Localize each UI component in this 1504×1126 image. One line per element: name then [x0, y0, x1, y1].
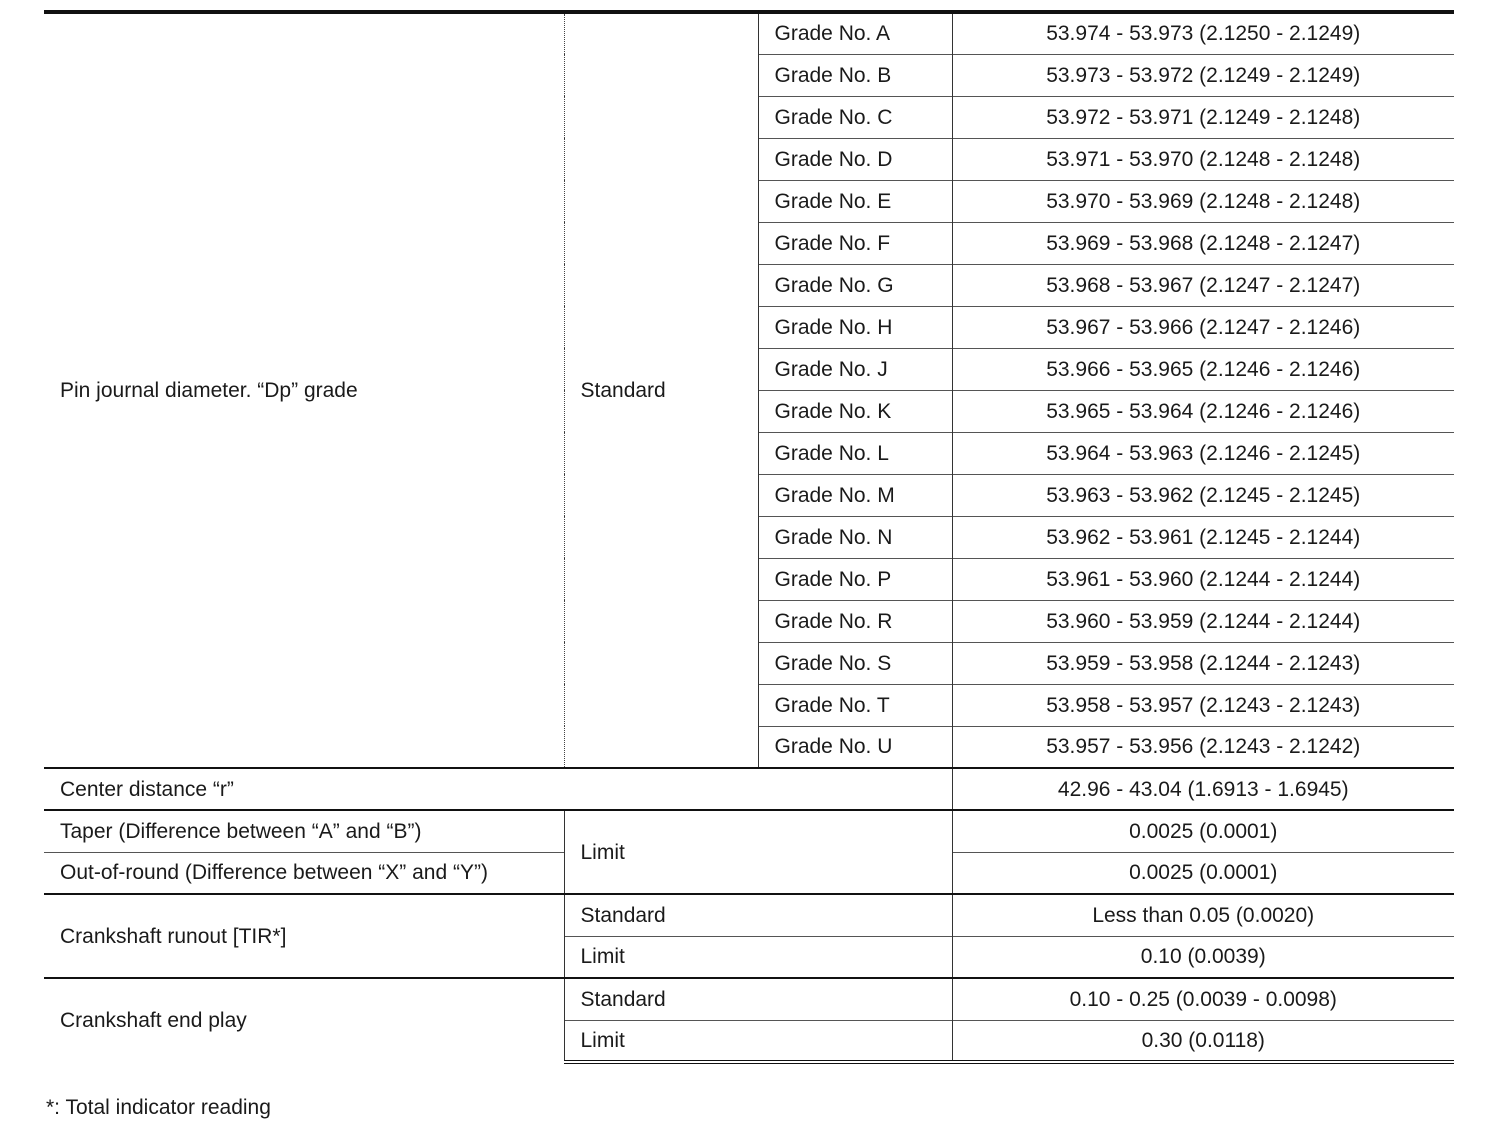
- grade-label: Grade No. S: [758, 642, 952, 684]
- grade-value: 53.973 - 53.972 (2.1249 - 2.1249): [952, 54, 1454, 96]
- runout-standard-row: [44, 894, 1454, 936]
- grade-value: 53.957 - 53.956 (2.1243 - 2.1242): [952, 726, 1454, 768]
- grade-label: Grade No. B: [758, 54, 952, 96]
- grade-value: 53.958 - 53.957 (2.1243 - 2.1243): [952, 684, 1454, 726]
- pin-journal-label: Pin journal diameter. “Dp” grade: [44, 12, 564, 768]
- end-play-limit-label: Limit: [564, 1020, 952, 1062]
- grade-value: 53.966 - 53.965 (2.1246 - 2.1246): [952, 348, 1454, 390]
- end-play-label: Crankshaft end play: [44, 978, 564, 1062]
- grade-value: 53.961 - 53.960 (2.1244 - 2.1244): [952, 558, 1454, 600]
- grade-label: Grade No. J: [758, 348, 952, 390]
- pin-journal-category: Standard: [564, 12, 758, 768]
- taper-value: 0.0025 (0.0001): [952, 810, 1454, 852]
- grade-label: Grade No. P: [758, 558, 952, 600]
- grade-value: 53.963 - 53.962 (2.1245 - 2.1245): [952, 474, 1454, 516]
- grade-label: Grade No. A: [758, 12, 952, 54]
- runout-standard-value: Less than 0.05 (0.0020): [952, 894, 1454, 936]
- center-distance-value: 42.96 - 43.04 (1.6913 - 1.6945): [952, 768, 1454, 810]
- grade-value: 53.959 - 53.958 (2.1244 - 2.1243): [952, 642, 1454, 684]
- grade-value: 53.967 - 53.966 (2.1247 - 2.1246): [952, 306, 1454, 348]
- runout-label: Crankshaft runout [TIR*]: [44, 894, 564, 978]
- out-of-round-label: Out-of-round (Difference between “X” and “Y”): [44, 852, 564, 894]
- grade-value: 53.971 - 53.970 (2.1248 - 2.1248): [952, 138, 1454, 180]
- grade-value: 53.970 - 53.969 (2.1248 - 2.1248): [952, 180, 1454, 222]
- grade-label: Grade No. T: [758, 684, 952, 726]
- runout-limit-label: Limit: [564, 936, 952, 978]
- footnote: *: Total indicator reading: [46, 1096, 271, 1119]
- runout-standard-label: Standard: [564, 894, 952, 936]
- grade-label: Grade No. L: [758, 432, 952, 474]
- grade-value: 53.962 - 53.961 (2.1245 - 2.1244): [952, 516, 1454, 558]
- out-of-round-value: 0.0025 (0.0001): [952, 852, 1454, 894]
- grade-label: Grade No. F: [758, 222, 952, 264]
- grade-label: Grade No. G: [758, 264, 952, 306]
- grade-label: Grade No. D: [758, 138, 952, 180]
- grade-label: Grade No. N: [758, 516, 952, 558]
- end-play-standard-value: 0.10 - 0.25 (0.0039 - 0.0098): [952, 978, 1454, 1020]
- grade-value: 53.960 - 53.959 (2.1244 - 2.1244): [952, 600, 1454, 642]
- grade-label: Grade No. K: [758, 390, 952, 432]
- grade-row: [44, 12, 1454, 54]
- grade-value: 53.969 - 53.968 (2.1248 - 2.1247): [952, 222, 1454, 264]
- grade-label: Grade No. H: [758, 306, 952, 348]
- end-play-standard-row: [44, 978, 1454, 1020]
- grade-value: 53.965 - 53.964 (2.1246 - 2.1246): [952, 390, 1454, 432]
- grade-label: Grade No. C: [758, 96, 952, 138]
- center-distance-label: Center distance “r”: [44, 768, 952, 810]
- grade-value: 53.972 - 53.971 (2.1249 - 2.1248): [952, 96, 1454, 138]
- grade-label: Grade No. M: [758, 474, 952, 516]
- runout-limit-value: 0.10 (0.0039): [952, 936, 1454, 978]
- taper-row: [44, 810, 1454, 852]
- center-distance-row: [44, 768, 1454, 810]
- end-play-limit-value: 0.30 (0.0118): [952, 1020, 1454, 1062]
- end-play-standard-label: Standard: [564, 978, 952, 1020]
- taper-label: Taper (Difference between “A” and “B”): [44, 810, 564, 852]
- taper-oor-category: Limit: [564, 810, 952, 894]
- grade-label: Grade No. U: [758, 726, 952, 768]
- grade-value: 53.974 - 53.973 (2.1250 - 2.1249): [952, 12, 1454, 54]
- crankshaft-spec-table: [44, 10, 1454, 1064]
- grade-value: 53.964 - 53.963 (2.1246 - 2.1245): [952, 432, 1454, 474]
- grade-value: 53.968 - 53.967 (2.1247 - 2.1247): [952, 264, 1454, 306]
- spec-table-body: [44, 12, 1454, 1062]
- grade-label: Grade No. R: [758, 600, 952, 642]
- grade-label: Grade No. E: [758, 180, 952, 222]
